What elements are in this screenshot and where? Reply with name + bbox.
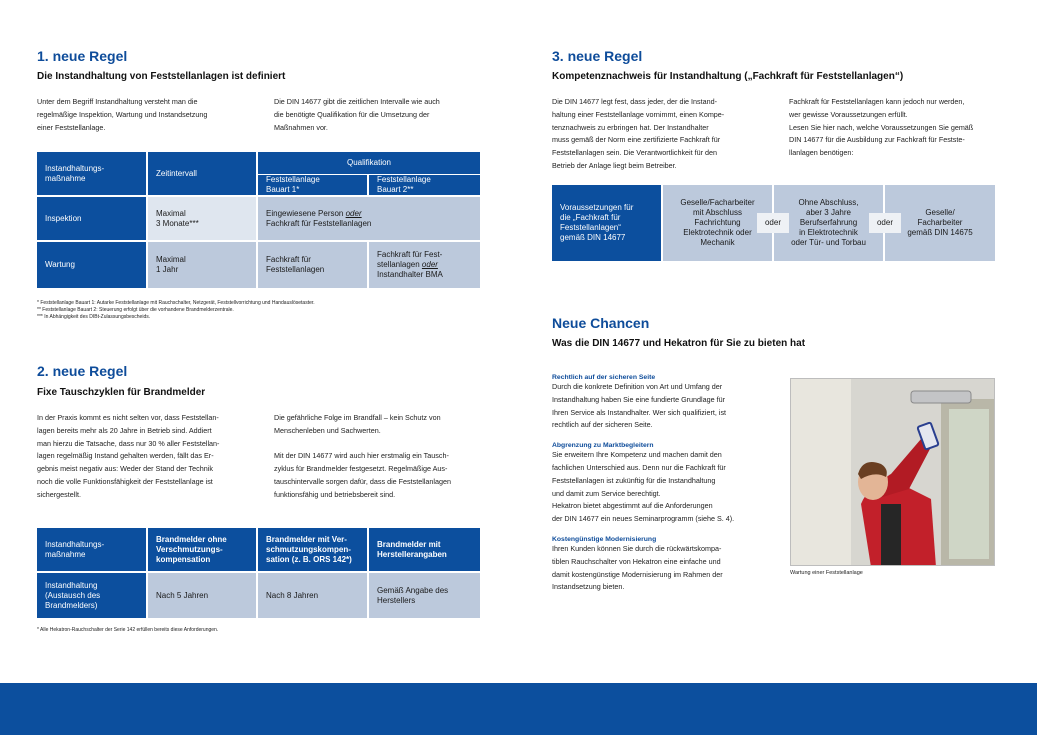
section3-subtitle: Kompetenznachweis für Instandhaltung („Fachkraft für Feststellanlagen“): [552, 71, 904, 82]
table2-header-no-compensation: Brandmelder ohne Verschmutzungs- kompensation: [148, 528, 256, 571]
or-badge-1: oder: [757, 213, 789, 233]
section1-col1: Unter dem Begriff Instandhaltung versteht man die regelmäßige Inspektion, Wartung und Instandsetzung einer Feststellanlage.: [37, 97, 208, 132]
table1-row-inspection-qualification: Eingewiesene Person oder Fachkraft für Feststellanlagen: [258, 197, 480, 240]
table2-header-compensation: Brandmelder mit Ver- schmutzungskompen- sation (z. B. ORS 142*): [258, 528, 367, 571]
requirement-experience: Ohne Abschluss, aber 3 Jahre Berufserfahrung in Elektrotechnik oder Tür- und Torbau: [774, 185, 883, 261]
footer-bar: [0, 683, 1037, 735]
table1-header-measure: Instandhaltungs- maßnahme: [37, 152, 146, 195]
table1-row-maintenance-label: Wartung: [37, 242, 146, 288]
table1-row-inspection-label: Inspektion: [37, 197, 146, 240]
section1-title: 1. neue Regel: [37, 48, 128, 64]
subheading-modernization: Kostengünstige Modernisierung: [552, 535, 657, 543]
maintenance-photo: [790, 378, 995, 566]
table2-header-manufacturer: Brandmelder mit Herstellerangaben: [369, 528, 480, 571]
table1-header-bauart2: Feststellanlage Bauart 2**: [369, 175, 480, 195]
table2-row-5years: Nach 5 Jahren: [148, 573, 256, 618]
section4-subtitle: Was die DIN 14677 und Hekatron für Sie zu bieten hat: [552, 338, 806, 349]
requirement-din14675: Geselle/ Facharbeiter gemäß DIN 14675: [885, 185, 995, 261]
subheading-market: Abgrenzung zu Marktbegleitern: [552, 442, 654, 450]
table2-row-manufacturer: Gemäß Angabe des Herstellers: [369, 573, 480, 618]
section2-col1: In der Praxis kommt es nicht selten vor, dass Feststellan- lagen bereits mehr als 20 Jahre in Betrieb sind. Addiert man hierzu die Tatsache, dass nur 30 % aller Feststellan- lagen regelmäßig Instand gehalten werden, fällt das Er- gebnis meist negativ aus: Weder der Stand der Technik noch die volle Funktionsfähigkeit der Feststellanlage ist sichergestellt.: [37, 413, 220, 499]
section2-subtitle: Fixe Tauschzyklen für Brandmelder: [37, 387, 206, 398]
table2-row-8years: Nach 8 Jahren: [258, 573, 367, 618]
table1-row-maintenance-qual-a: Fachkraft für Feststellanlagen: [258, 242, 367, 288]
requirements-row: [552, 185, 995, 261]
paragraph-modernization: Ihren Kunden können Sie durch die rückwärtskompa- tiblen Rauchschalter von Hekatron eine einfache und damit kostengünstige Modernisierung im Rahmen der Instandsetzung bieten.: [552, 543, 723, 592]
section4-text: [552, 374, 777, 594]
table2-row-label: Instandhaltung (Austausch des Brandmelders): [37, 573, 146, 618]
replacement-table: [37, 528, 480, 618]
section2-col2: Die gefährliche Folge im Brandfall – kein Schutz von Menschenleben und Sachwerten. Mit der DIN 14677 wird auch hier erstmalig ein Tausch- zyklus für Brandmelder festgesetzt. Regelmäßige Aus- tauschintervalle sorgen dafür, dass die Feststellanlagen funktionsfähig und betriebsbereit sind.: [274, 413, 451, 499]
table1-header-interval: Zeitintervall: [148, 152, 256, 195]
qualification-table: [37, 152, 480, 288]
section1-subtitle: Die Instandhaltung von Feststellanlagen ist definiert: [37, 71, 286, 82]
section3-col1: Die DIN 14677 legt fest, dass jeder, der die Instand- haltung einer Feststellanlage vornimmt, einen Kompe- tenznachweis zu erbringen hat. Der Instandhalter muss gemäß der Norm eine zertifizierte Fachkraft für Feststellanlagen sein. Die Verantwortlichkeit für den Betrieb der Anlage liegt beim Betreiber.: [552, 97, 725, 170]
paragraph-legal: Durch die konkrete Definition von Art und Umfang der Instandhaltung haben Sie eine fundierte Grundlage für Ihren Service als Instandhalter. Wer sich qualifiziert, ist rechtlich auf der sicheren Seite.: [552, 382, 727, 430]
table2-header-measure: Instandhaltungs- maßnahme: [37, 528, 146, 571]
requirements-label: Voraussetzungen für die „Fachkraft für Feststellanlagen“ gemäß DIN 14677: [552, 185, 661, 261]
section2-title: 2. neue Regel: [37, 363, 128, 379]
photo-caption: Wartung einer Feststellanlage: [790, 570, 863, 576]
table1-row-maintenance-qual-b: Fachkraft für Fest- stellanlagen oder Instandhalter BMA: [369, 242, 480, 288]
table2-footnote: * Alle Hekatron-Rauchschalter der Serie 142 erfüllen bereits diese Anforderungen.: [37, 627, 219, 633]
section4-title: Neue Chancen: [552, 315, 650, 331]
subheading-legal: Rechtlich auf der sicheren Seite: [552, 374, 656, 381]
table1-header-bauart1: Feststellanlage Bauart 1*: [258, 175, 367, 195]
table1-footnotes: * Feststellanlage Bauart 1: Autarke Feststellanlage mit Rauchschalter, Netzgerät, Feststellvorrichtung und Handauslösetaster. ** Feststellanlage Bauart 2: Steuerung erfolgt über die vorhandene Brandmelderzentrale. *** In Abhängigkeit des DIBt-Zulassungsbescheids.: [37, 300, 315, 320]
table1-row-maintenance-interval: Maximal 1 Jahr: [148, 242, 256, 288]
paragraph-market: Sie erweitern Ihre Kompetenz und machen damit den fachlichen Unterschied aus. Denn nur die Fachkraft für Feststellanlagen ist zukünftig für die Instandhaltung und damit zum Service berechtigt. Hekatron bietet abgestimmt auf die Anforderungen der DIN 14677 ein neues Seminarprogramm (siehe S. 4).: [552, 450, 735, 524]
technician-illustration: [791, 379, 995, 566]
requirement-journeyman: Geselle/Facharbeiter mit Abschluss Fachrichtung Elektrotechnik oder Mechanik: [663, 185, 772, 261]
section3-title: 3. neue Regel: [552, 48, 643, 64]
section1-col2: Die DIN 14677 gibt die zeitlichen Intervalle wie auch die benötigte Qualifikation für die Umsetzung der Maßnahmen vor.: [274, 97, 440, 132]
table1-row-inspection-interval: Maximal 3 Monate***: [148, 197, 256, 240]
section3-col2: Fachkraft für Feststellanlagen kann jedoch nur werden, wer gewisse Voraussetzungen erfüllt. Lesen Sie hier nach, welche Voraussetzungen Sie gemäß DIN 14677 für die Ausbildung zur Fachkraft für Festste- llanlagen benötigen:: [789, 97, 974, 158]
table1-header-qualification: Qualifikation: [258, 152, 480, 174]
or-badge-2: oder: [869, 213, 901, 233]
